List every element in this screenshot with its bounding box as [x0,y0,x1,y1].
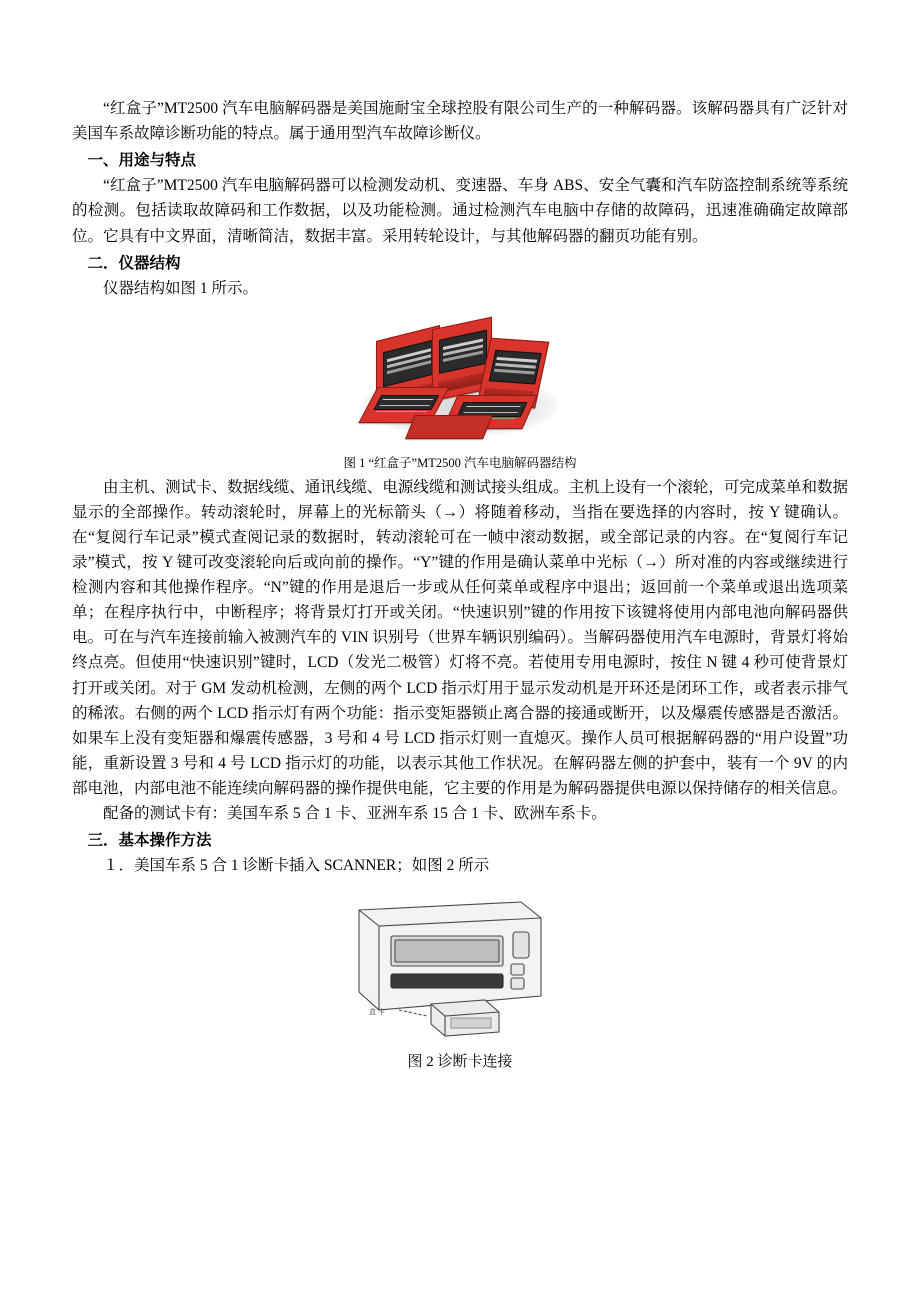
heading-section-1: 一、用途与特点 [87,152,197,170]
heading-section-3: 三．基本操作方法 [87,832,212,850]
figure-2 [72,892,848,1045]
scanner-card-connection-drawing [335,892,585,1040]
decoder-hardware-photo [346,315,574,445]
section-2-tail: 配备的测试卡有：美国车系 5 合 1 卡、亚洲车系 15 合 1 卡、欧洲车系卡。 [103,805,607,823]
figure-2-caption: 图 2 诊断卡连接 [407,1054,513,1071]
figure-2-inline-label: 盒 卡 [369,1009,385,1017]
decoder-screen [373,395,439,411]
section-2-body: 由主机、测试卡、数据线缆、通讯线缆、电源线缆和测试接头组成。主机上设有一个滚轮，可完成菜单和数据显示的全部操作。转动滚轮时，屏幕上的光标箭头（→）将随着移动，当指在要选择的内容时，按 Y 键确认。在“复阅行车记录”模式查阅记录的数据时，转动滚轮可在一帧中滚动数据，或全部记录的内容。在“复阅行车记录”模式，按 Y 键可改变滚轮向后或向前的操作。“Y”键的作用是确认菜单中光标（→）所对准的内容或继续进行检测内容和其他操作程序。“N”键的作用是退后一步或从任何菜单或程序中退出；返回前一个菜单或退出选项菜单；在程序执行中，中断程序；将背景灯打开或关闭。“快速识别”键的作用按下该键将使用内部电池向解码器供电。可在与汽车连接前输入被测汽车的 VIN 识别号（世界车辆识别编码）。当解码器使用汽车电源时，背景灯将始终点亮。但使用“快速识别”键时，LCD（发光二极管）灯将不亮。若使用专用电源时，按住 N 键 4 秒可使背景灯打开或关闭。对于 GM 发动机检测，左侧的两个 LCD 指示灯用于显示发动机是开环还是闭环工作，或者表示排气的稀浓。右侧的两个 LCD 指示灯有两个功能：指示变矩器锁止离合器的接通或断开，以及爆震传感器是否激活。如果车上没有变矩器和爆震传感器，3 号和 4 号 LCD 指示灯则一直熄灭。操作人员可根据解码器的“用户设置”功能，重新设置 3 号和 4 号 LCD 指示灯的功能，以表示其他工作状况。在解码器左侧的护套中，装有一个 9V 的内部电池，内部电池不能连续向解码器的操作提供电能，它主要的作用是为解码器提供电源以保持储存的相关信息。 [72,478,848,797]
decoder-screen [383,339,435,387]
decoder-screen [439,330,487,374]
decoder-unit-front-bottom [405,415,493,439]
section-3-item-1: １．美国车系 5 合 1 诊断卡插入 SCANNER；如图 2 所示 [103,857,490,875]
heading-section-2: 二．仪器结构 [87,254,181,272]
section-1-paragraph: “红盒子”MT2500 汽车电脑解码器可以检测发动机、变速器、车身 ABS、安全气囊和汽车防盗控制系统等系统的检测。包括读取故障码和工作数据，以及功能检测。通过检测汽车电脑中存储的故障码，迅速准确确定故障部位。它具有中文界面，清晰简洁，数据丰富。采用转轮设计，与其他解码器的翻页功能有别。 [72,177,848,245]
scanner-line-drawing-svg [335,892,585,1040]
figure-1 [72,315,848,450]
section-2-lead: 仪器结构如图 1 所示。 [103,279,259,297]
intro-paragraph: “红盒子”MT2500 汽车电脑解码器是美国施耐宝全球控股有限公司生产的一种解码器。该解码器具有广泛针对美国车系故障诊断功能的特点。属于通用型汽车故障诊断仪。 [72,100,848,143]
decoder-screen [488,349,542,384]
figure-1-caption: 图 1 “红盒子”MT2500 汽车电脑解码器结构 [343,455,577,470]
